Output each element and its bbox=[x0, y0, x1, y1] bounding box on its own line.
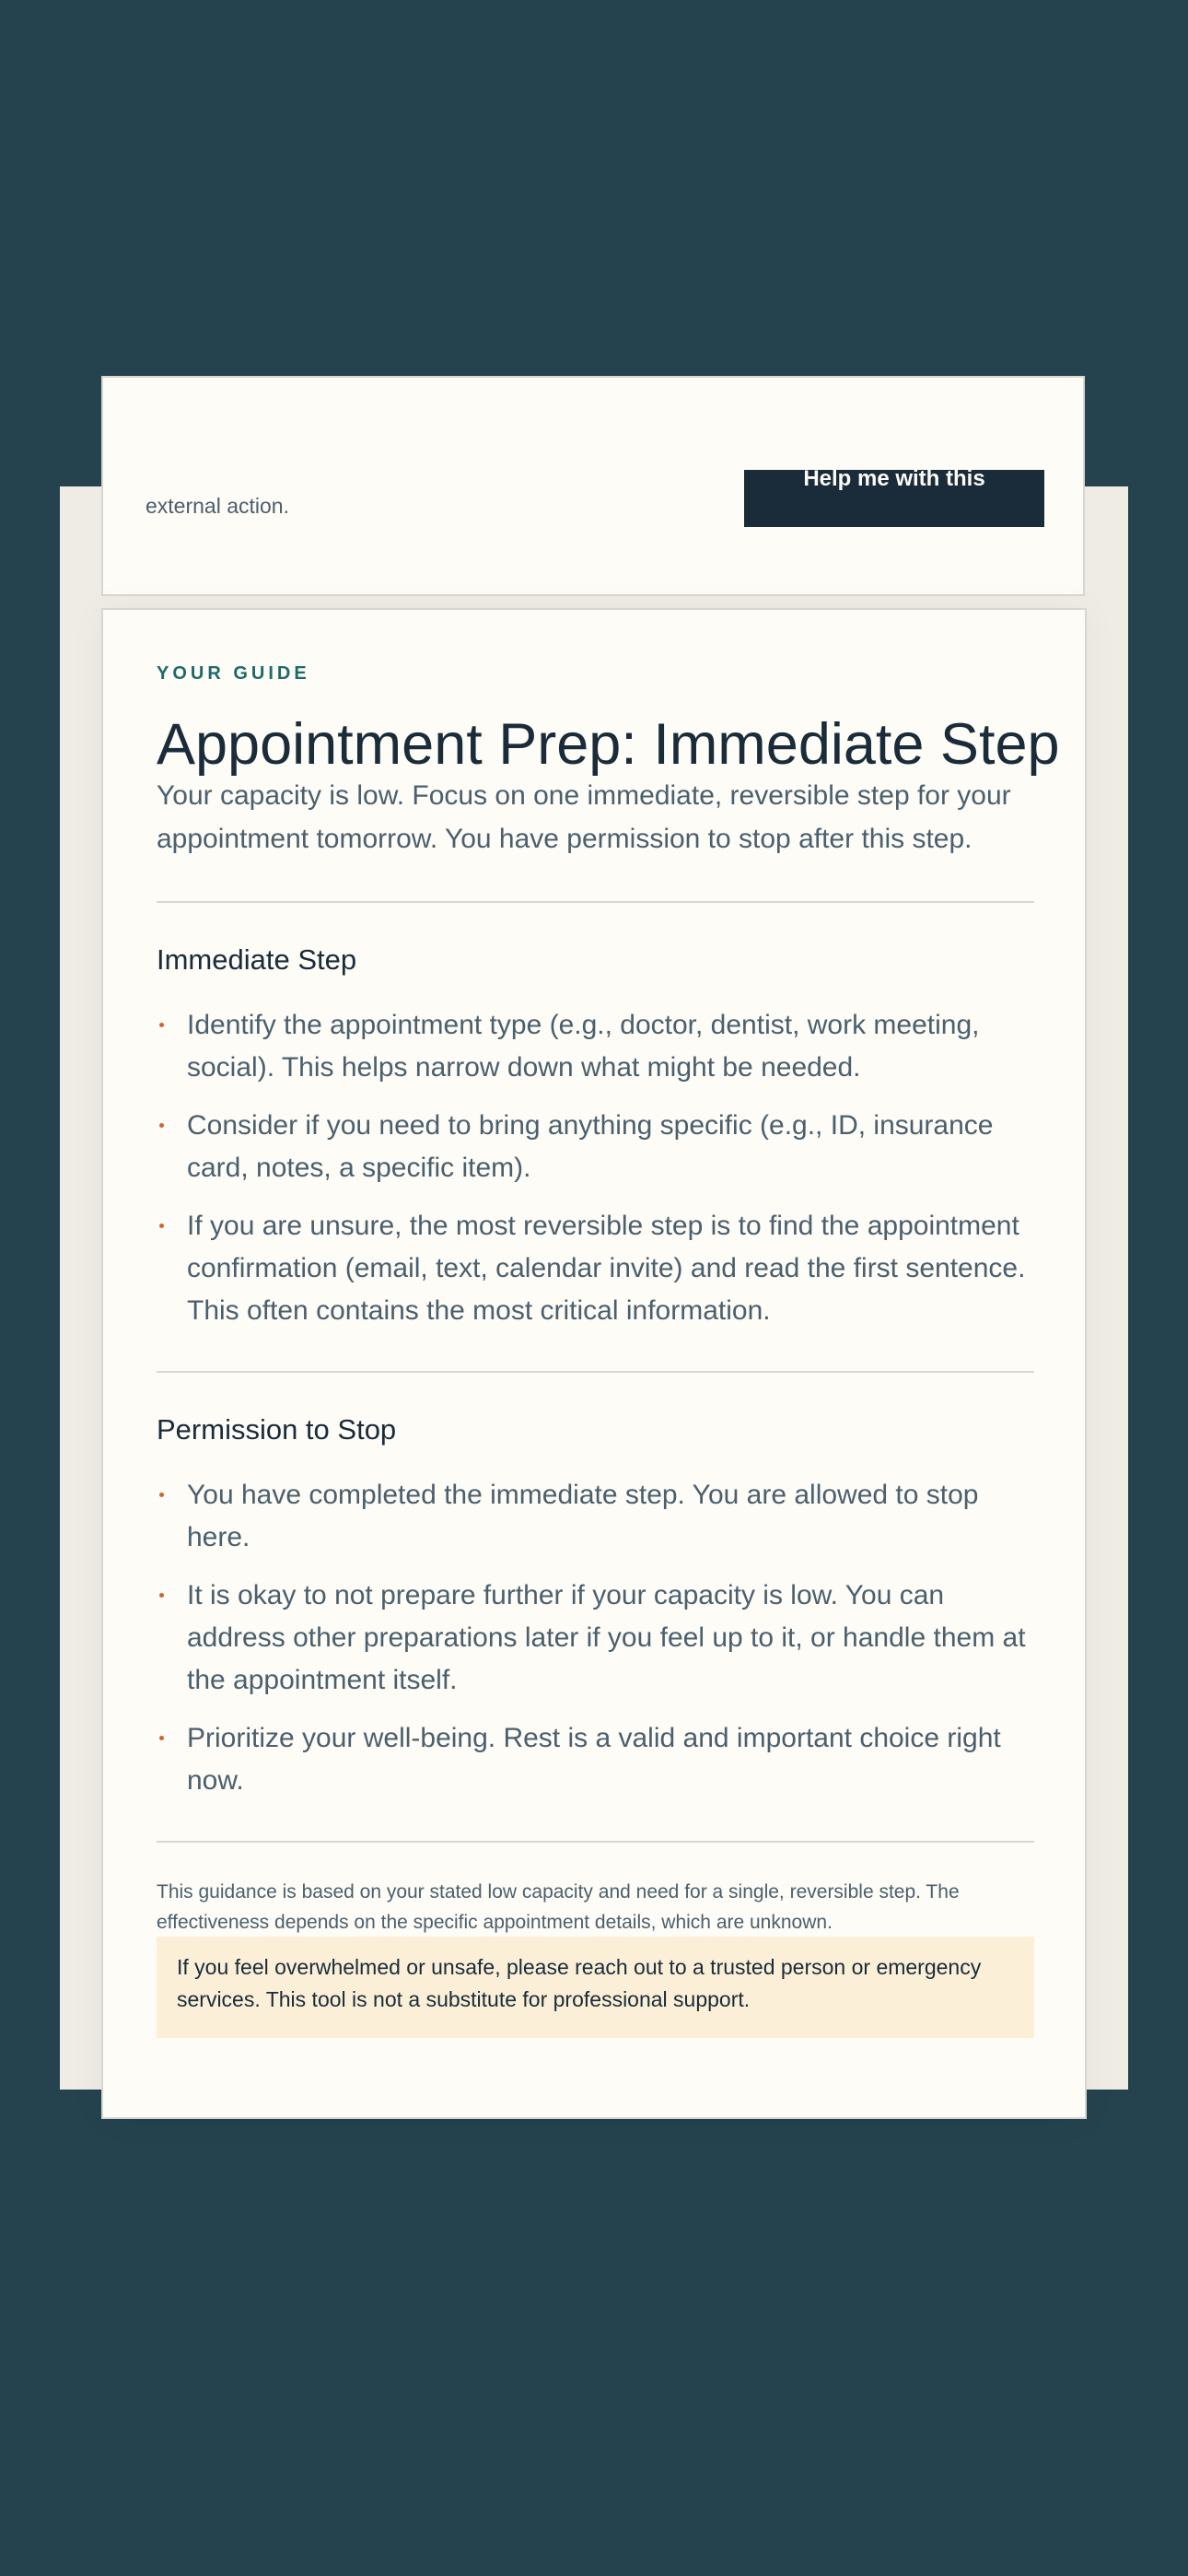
app-viewport bbox=[60, 466, 1128, 2090]
help-me-button[interactable]: Help me with this bbox=[744, 470, 1044, 527]
section-heading: Immediate Step bbox=[157, 943, 357, 976]
bullet-icon bbox=[159, 1123, 164, 1128]
list-item: If you are unsure, the most reversible step is to find the appointment confirmation (email, text, calendar invite) and read the first sentence. This often contains the most critical information. bbox=[157, 1205, 1034, 1332]
list-item: Prioritize your well-being. Rest is a valid and important choice right now. bbox=[157, 1717, 1034, 1802]
safety-warning: If you feel overwhelmed or unsafe, please reach out to a trusted person or emergency services. This tool is not a substitute for professional support. bbox=[157, 1937, 1034, 2038]
section-immediate-step bbox=[157, 943, 1034, 1348]
list-item: It is okay to not prepare further if your capacity is low. You can address other preparations later if you feel up to it, or handle them at the appointment itself. bbox=[157, 1575, 1034, 1702]
guide-eyebrow: YOUR GUIDE bbox=[157, 663, 310, 684]
guide-title: Appointment Prep: Immediate Step bbox=[157, 712, 1060, 777]
section-heading: Permission to Stop bbox=[157, 1413, 397, 1446]
divider bbox=[157, 1841, 1034, 1843]
bullet-list bbox=[157, 1474, 1034, 1802]
list-item: Consider if you need to bring anything specific (e.g., ID, insurance card, notes, a specific item). bbox=[157, 1105, 1034, 1189]
divider bbox=[157, 1371, 1034, 1373]
bullet-icon bbox=[159, 1224, 164, 1228]
bullet-list bbox=[157, 1004, 1034, 1332]
list-item: You have completed the immediate step. You are allowed to stop here. bbox=[157, 1474, 1034, 1559]
bullet-icon bbox=[159, 1023, 164, 1027]
bullet-icon bbox=[159, 1493, 164, 1497]
guidance-note: This guidance is based on your stated low capacity and need for a single, reversible step. The effectiveness depends on the specific appointment details, which are unknown. bbox=[157, 1881, 960, 1933]
section-permission-to-stop bbox=[157, 1413, 1034, 1818]
list-item: Identify the appointment type (e.g., doctor, dentist, work meeting, social). This helps narrow down what might be needed. bbox=[157, 1004, 1034, 1089]
divider bbox=[157, 901, 1034, 903]
guide-card bbox=[101, 608, 1087, 2119]
guide-intro: Your capacity is low. Focus on one immediate, reversible step for your appointment tomorrow. You have permission to stop after this step. bbox=[157, 780, 1011, 854]
previous-card bbox=[101, 376, 1085, 596]
bullet-icon bbox=[159, 1593, 164, 1598]
bullet-icon bbox=[159, 1736, 164, 1740]
previous-card-description: external action. bbox=[146, 494, 289, 518]
